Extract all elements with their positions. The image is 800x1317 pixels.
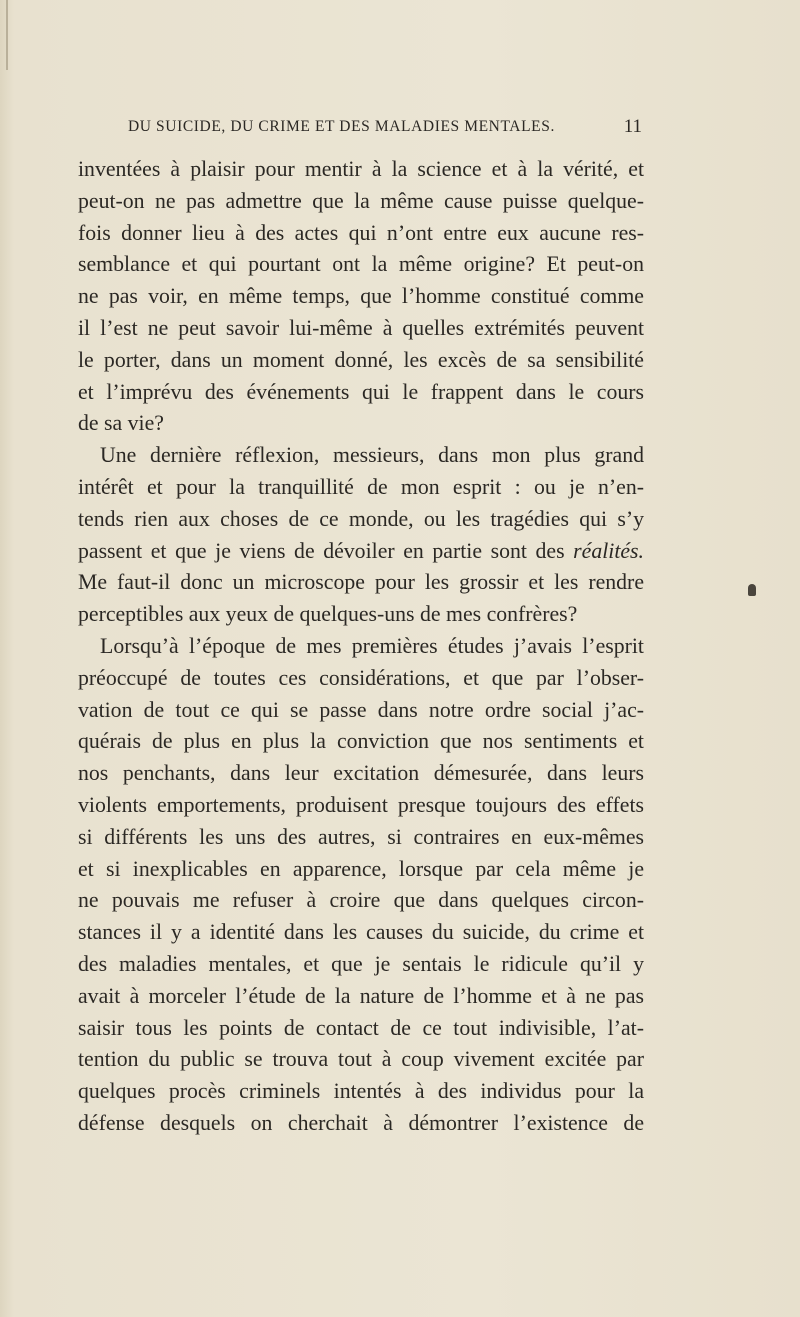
page-edge-shadow (6, 0, 8, 70)
text-line: tention du public se trouva tout à coup vivement excitée par (78, 1047, 644, 1072)
text-line: et si inexplicables en apparence, lorsque par cela même je (78, 856, 644, 881)
text-segment: passent et que je viens de dévoiler en partie sont des (78, 538, 565, 563)
text-line: vation de tout ce qui se passe dans notre ordre social j’ac- (78, 697, 644, 722)
text-line: Une dernière réflexion, messieurs, dans mon plus grand (100, 443, 644, 468)
text-line: intérêt et pour la tranquillité de mon esprit : ou je n’en- (78, 474, 644, 499)
text-line: ne pas voir, en même temps, que l’homme constitué comme (78, 284, 644, 309)
text-line: perceptibles aux yeux de quelques-uns de mes confrères? (78, 602, 578, 627)
text-line: ne pouvais me refuser à croire que dans quelques circon- (78, 888, 644, 913)
text-line: il l’est ne peut savoir lui-même à quelles extrémités peuvent (78, 315, 644, 340)
text-line: de sa vie? (78, 411, 164, 436)
text-line-with-italic (78, 536, 644, 568)
text-line: défense desquels on cherchait à démontrer l’existence de (78, 1110, 644, 1135)
text-line: nos penchants, dans leur excitation démesurée, dans leurs (78, 761, 644, 786)
text-line: et l’imprévu des événements qui le frappent dans le cours (78, 379, 644, 404)
text-line: si différents les uns des autres, si contraires en eux-mêmes (78, 824, 644, 849)
text-line: peut-on ne pas admettre que la même cause puisse quelque- (78, 188, 644, 213)
ink-speck (748, 584, 756, 596)
text-line: le porter, dans un moment donné, les excès de sa sensibilité (78, 347, 644, 372)
text-line: inventées à plaisir pour mentir à la science et à la vérité, et (78, 157, 644, 181)
running-head (128, 118, 648, 140)
text-line: violents emportements, produisent presque toujours des effets (78, 792, 644, 817)
text-line: semblance et qui pourtant ont la même origine? Et peut-on (78, 252, 644, 277)
running-title: DU SUICIDE, DU CRIME ET DES MALADIES MENTALES. (128, 118, 555, 135)
text-line: des maladies mentales, et que je sentais le ridicule qu’il y (78, 951, 644, 976)
text-line: quelques procès criminels intentés à des individus pour la (78, 1079, 644, 1104)
text-line: avait à morceler l’étude de la nature de l’homme et à ne pas (78, 983, 644, 1008)
text-line: fois donner lieu à des actes qui n’ont entre eux aucune res- (78, 220, 644, 245)
text-line: Lorsqu’à l’époque de mes premières études j’avais l’esprit (100, 633, 644, 658)
page-number: 11 (623, 116, 642, 137)
body-text (78, 154, 644, 1140)
text-line: préoccupé de toutes ces considérations, et que par l’obser- (78, 665, 644, 690)
text-line: Me faut-il donc un microscope pour les grossir et les rendre (78, 570, 644, 595)
text-line: tends rien aux choses de ce monde, ou les tragédies qui s’y (78, 506, 644, 531)
text-line: saisir tous les points de contact de ce tout indivisible, l’at- (78, 1015, 644, 1040)
italic-word: réalités. (573, 538, 644, 563)
text-line: quérais de plus en plus la conviction que nos sentiments et (78, 729, 644, 754)
text-line: stances il y a identité dans les causes du suicide, du crime et (78, 920, 644, 945)
